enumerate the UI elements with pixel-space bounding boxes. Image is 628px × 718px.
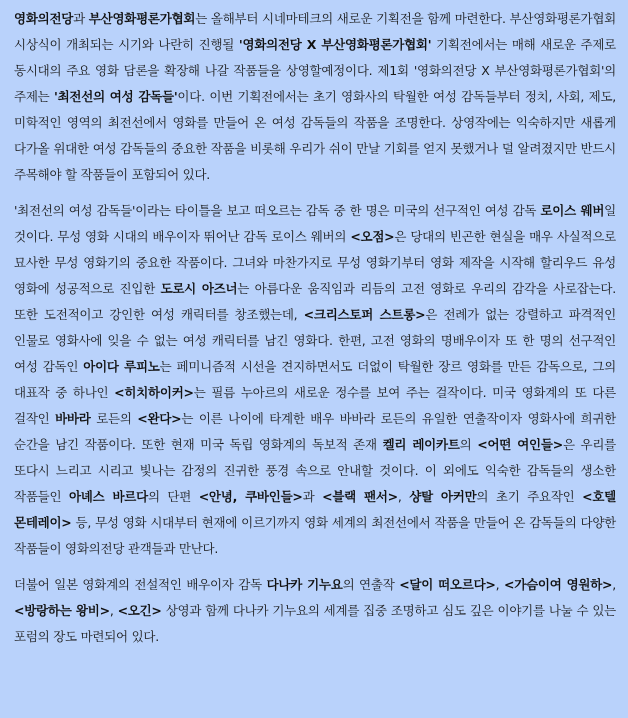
emphasis-text: 영화의전당 xyxy=(14,11,74,26)
emphasis-text: 아녜스 바르다 xyxy=(68,489,148,504)
body-text: 로든의 xyxy=(90,411,138,426)
body-text: , xyxy=(612,577,617,592)
body-text: , xyxy=(109,603,118,618)
paragraph-1 xyxy=(14,6,616,188)
emphasis-text: <오점> xyxy=(350,229,395,244)
emphasis-text: '영화의전당 X 부산영화평론가협회' xyxy=(238,37,432,52)
body-text: '최전선의 여성 감독들'이라는 타이틀을 보고 떠오르는 감독 중 한 명은 미국의 선구적인 여성 감독 xyxy=(14,203,541,218)
emphasis-text: <오긴> xyxy=(117,603,162,618)
body-text: 의 연출작 xyxy=(342,577,400,592)
body-text: , xyxy=(495,577,505,592)
body-text: 는 아름다운 움직임과 리듬의 고전 영화로 우리의 감각을 사로잡는다. 또한 도전적이고 강인한 여성 캐릭터를 창조했는데, xyxy=(14,281,616,322)
emphasis-text: 켈리 레이카트 xyxy=(382,437,460,452)
body-text: 과 xyxy=(302,489,323,504)
body-text: 등, 무성 영화 시대부터 현재에 이르기까지 영화 세계의 최전선에서 작품을 만들어 온 감독들의 다양한 작품들이 영화의전당 관객들과 만난다. xyxy=(14,515,616,556)
paragraph-2 xyxy=(14,198,616,562)
body-text: 더불어 일본 영화계의 전설적인 배우이자 감독 xyxy=(14,577,267,592)
body-text: 기획전에서는 매해 새로운 주제로 동시대의 주요 영화 담론을 확장해 나갈 작품들을 상영할예정이다. 제1회 '영화의전당 X 부산영화평론가협회'의 주제는 xyxy=(14,37,616,104)
body-text: 는 페미니즘적 시선을 견지하면서도 더없이 탁월한 장르 영화를 만든 감독으로, 그의 대표작 중 하나인 xyxy=(14,359,616,400)
emphasis-text: 아이다 루피노 xyxy=(83,359,160,374)
body-text: 은 우리를 또다시 느리고 시리고 빛나는 감정의 진귀한 풍경 속으로 안내할 것이다. 이 외에도 익숙한 감독들의 생소한 작품들인 xyxy=(14,437,616,504)
emphasis-text: 바바라 xyxy=(55,411,91,426)
body-text: 은 전례가 없는 강렬하고 파격적인 인물로 영화사에 잊을 수 없는 여성 캐릭터를 남긴 영화다. 한편, 고전 영화의 명배우이자 또 한 명의 선구적인 여성 감독인 xyxy=(14,307,617,374)
emphasis-text: <완다> xyxy=(137,411,182,426)
body-text: 는 올해부터 시네마테크의 새로운 기획전을 함께 마련한다. 부산영화평론가협회 시상식이 개최되는 시기와 나란히 진행될 xyxy=(14,11,616,52)
body-text: 의 xyxy=(459,437,478,452)
body-text: 은 당대의 빈곤한 현실을 매우 사실적으로 묘사한 무성 영화기의 중요한 작품이다. 그녀와 마찬가지로 무성 영화기부터 영화 제작을 시작해 할리우드 유성 영화에 성공적으로 진입한 xyxy=(14,229,616,296)
emphasis-text: <히치하이커> xyxy=(114,385,194,400)
emphasis-text: 부산영화평론가협회 xyxy=(88,11,196,26)
emphasis-text: <어떤 여인들> xyxy=(477,437,563,452)
emphasis-text: 다나카 기누요 xyxy=(266,577,343,592)
emphasis-text: <안녕, 쿠바인들> xyxy=(198,489,303,504)
emphasis-text: <달이 떠오르다> xyxy=(399,577,496,592)
emphasis-text: <방랑하는 왕비> xyxy=(14,603,110,618)
body-text: 의 초기 주요작인 xyxy=(476,489,583,504)
body-text: 의 단편 xyxy=(147,489,199,504)
emphasis-text: <가슴이여 영원하> xyxy=(504,577,613,592)
emphasis-text: 샹탈 아커만 xyxy=(409,489,477,504)
emphasis-text: '최전선의 여성 감독들' xyxy=(54,89,178,104)
body-text: 는 필름 누아르의 새로운 정수를 보여 주는 걸작이다. 미국 영화계의 또 다른 걸작인 xyxy=(14,385,616,426)
body-text: 이다. 이번 기획전에서는 초기 영화사의 탁월한 여성 감독들부터 정치, 사회, 제도, 미학적인 영역의 최전선에서 영화를 만들어 온 여성 감독들의 작품을 조명한다. 상영작에는 익숙하지만 새롭게 다가올 위대한 여성 감독들의 중요한 작품을 비롯해 우리가 쉬이 만날 기회를 얻지 못했거나 덜 알려졌지만 반드시 주목해야 할 작품들이 포함되어 있다. xyxy=(14,89,617,182)
body-text: 과 xyxy=(73,11,89,26)
body-text: 는 이른 나이에 타계한 배우 바바라 로든의 유일한 연출작이자 영화사에 희귀한 순간을 남긴 작품이다. 또한 현재 미국 독립 영화계의 독보적 존재 xyxy=(14,411,616,452)
body-text: 상영과 함께 다나카 기누요의 세계를 집중 조명하고 심도 깊은 이야기를 나눌 수 있는 포럼의 장도 마련되어 있다. xyxy=(14,603,617,644)
emphasis-text: <크리스토퍼 스트롱> xyxy=(303,307,426,322)
body-text: , xyxy=(397,489,410,504)
emphasis-text: <블랙 팬서> xyxy=(322,489,398,504)
emphasis-text: 로이스 웨버 xyxy=(540,203,605,218)
body-text: 일 것이다. 무성 영화 시대의 배우이자 뛰어난 감독 로이스 웨버의 xyxy=(14,203,616,244)
emphasis-text: 도로시 아즈너 xyxy=(160,281,238,296)
paragraph-3 xyxy=(14,572,616,650)
emphasis-text: <호텔 몬테레이> xyxy=(14,489,616,530)
